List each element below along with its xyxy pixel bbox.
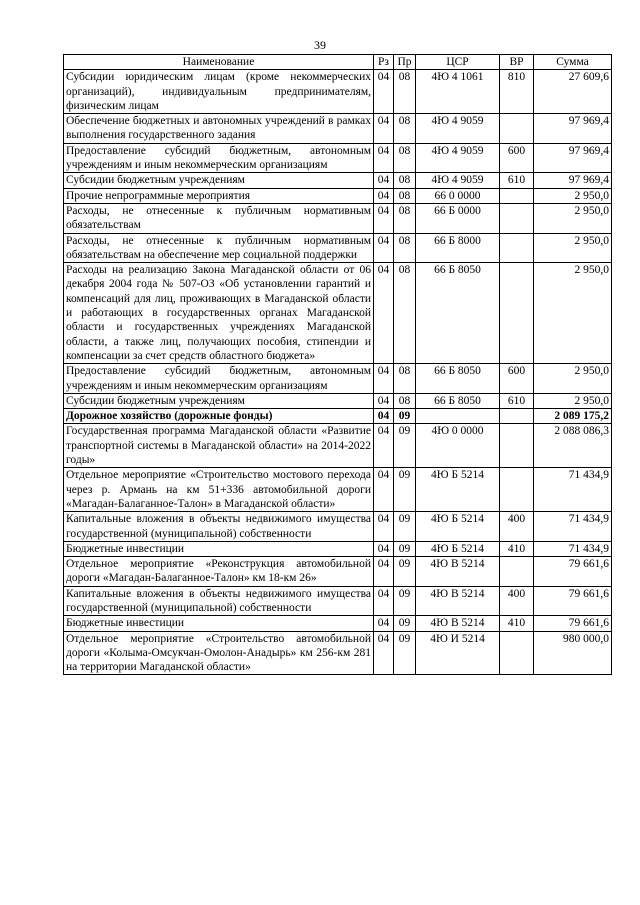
cell-csr: 66 Б 8050 — [416, 263, 500, 364]
table-row — [64, 586, 612, 616]
header-vr: ВР — [500, 55, 534, 70]
cell-pr: 09 — [394, 631, 416, 675]
cell-name: Капитальные вложения в объекты недвижимого имущества государственной (муниципальной) собственности — [64, 586, 374, 616]
cell-rz: 04 — [374, 409, 394, 424]
cell-vr: 400 — [500, 586, 534, 616]
cell-rz: 04 — [374, 173, 394, 188]
table-row — [64, 631, 612, 675]
cell-csr: 4Ю 4 9059 — [416, 143, 500, 173]
cell-rz: 04 — [374, 541, 394, 556]
table-header-row — [64, 55, 612, 70]
table-row — [64, 364, 612, 394]
cell-vr — [500, 557, 534, 587]
header-pr: Пр — [394, 55, 416, 70]
cell-pr: 08 — [394, 188, 416, 203]
cell-sum: 97 969,4 — [534, 143, 612, 173]
cell-pr: 08 — [394, 70, 416, 114]
cell-vr: 600 — [500, 143, 534, 173]
cell-rz: 04 — [374, 631, 394, 675]
cell-rz: 04 — [374, 114, 394, 144]
cell-csr: 66 Б 8050 — [416, 393, 500, 408]
cell-name: Расходы на реализацию Закона Магаданской области от 06 декабря 2004 года № 507-ОЗ «Об установлении гарантий и компенсаций для лиц, проживающих в Магаданской области и работающих в государственных органах Магаданской области и государственных учреждениях Магаданской области, а также лиц, получающих пособия, стипендии и компенсации за счет средств областного бюджета» — [64, 263, 374, 364]
cell-rz: 04 — [374, 586, 394, 616]
cell-sum: 2 088 086,3 — [534, 424, 612, 468]
table-row — [64, 541, 612, 556]
table-row — [64, 188, 612, 203]
cell-name: Субсидии бюджетным учреждениям — [64, 173, 374, 188]
cell-vr — [500, 424, 534, 468]
cell-name: Субсидии юридическим лицам (кроме некоммерческих организаций), индивидуальным предпринимателям, физическим лицам — [64, 70, 374, 114]
cell-vr — [500, 409, 534, 424]
cell-name: Предоставление субсидий бюджетным, автономным учреждениям и иным некоммерческим организациям — [64, 364, 374, 394]
cell-pr: 08 — [394, 143, 416, 173]
page-number: 39 — [314, 38, 326, 52]
table-row — [64, 424, 612, 468]
cell-name: Отдельное мероприятие «Реконструкция автомобильной дороги «Магадан-Балаганное-Талон» км 18-км 26» — [64, 557, 374, 587]
cell-name: Государственная программа Магаданской области «Развитие транспортной системы в Магаданской области» на 2014-2022 годы» — [64, 424, 374, 468]
cell-name: Субсидии бюджетным учреждениям — [64, 393, 374, 408]
cell-vr: 610 — [500, 173, 534, 188]
cell-sum: 79 661,6 — [534, 586, 612, 616]
table-row — [64, 409, 612, 424]
cell-rz: 04 — [374, 557, 394, 587]
cell-pr: 09 — [394, 586, 416, 616]
cell-sum: 2 950,0 — [534, 393, 612, 408]
cell-vr: 410 — [500, 616, 534, 631]
cell-vr — [500, 631, 534, 675]
cell-vr — [500, 468, 534, 512]
cell-csr: 66 Б 8000 — [416, 233, 500, 263]
table-row — [64, 468, 612, 512]
cell-vr: 400 — [500, 512, 534, 542]
cell-sum: 79 661,6 — [534, 616, 612, 631]
table-row — [64, 233, 612, 263]
cell-vr: 810 — [500, 70, 534, 114]
cell-csr: 4Ю 4 9059 — [416, 114, 500, 144]
cell-csr: 66 Б 0000 — [416, 203, 500, 233]
cell-sum: 71 434,9 — [534, 512, 612, 542]
table-row — [64, 173, 612, 188]
cell-pr: 08 — [394, 393, 416, 408]
cell-vr — [500, 263, 534, 364]
cell-name: Капитальные вложения в объекты недвижимого имущества государственной (муниципальной) собственности — [64, 512, 374, 542]
cell-pr: 08 — [394, 114, 416, 144]
budget-table — [63, 54, 612, 675]
cell-csr — [416, 409, 500, 424]
cell-sum: 71 434,9 — [534, 468, 612, 512]
cell-csr: 4Ю 4 9059 — [416, 173, 500, 188]
cell-pr: 09 — [394, 409, 416, 424]
cell-name: Предоставление субсидий бюджетным, автономным учреждениям и иным некоммерческим организациям — [64, 143, 374, 173]
table-row — [64, 616, 612, 631]
cell-sum: 2 950,0 — [534, 233, 612, 263]
cell-sum: 2 950,0 — [534, 203, 612, 233]
header-name: Наименование — [64, 55, 374, 70]
cell-csr: 4Ю Б 5214 — [416, 541, 500, 556]
table-body — [64, 70, 612, 675]
cell-csr: 4Ю И 5214 — [416, 631, 500, 675]
cell-pr: 09 — [394, 616, 416, 631]
table-row — [64, 70, 612, 114]
cell-vr: 610 — [500, 393, 534, 408]
cell-name: Расходы, не отнесенные к публичным нормативным обязательствам — [64, 203, 374, 233]
cell-sum: 27 609,6 — [534, 70, 612, 114]
cell-sum: 980 000,0 — [534, 631, 612, 675]
cell-rz: 04 — [374, 393, 394, 408]
cell-vr: 410 — [500, 541, 534, 556]
cell-rz: 04 — [374, 203, 394, 233]
cell-name: Бюджетные инвестиции — [64, 616, 374, 631]
table-row — [64, 512, 612, 542]
cell-csr: 4Ю В 5214 — [416, 586, 500, 616]
cell-pr: 09 — [394, 541, 416, 556]
cell-pr: 09 — [394, 512, 416, 542]
cell-pr: 08 — [394, 203, 416, 233]
cell-vr — [500, 203, 534, 233]
cell-csr: 4Ю 0 0000 — [416, 424, 500, 468]
header-sum: Сумма — [534, 55, 612, 70]
table-row — [64, 203, 612, 233]
cell-rz: 04 — [374, 364, 394, 394]
cell-csr: 4Ю 4 1061 — [416, 70, 500, 114]
cell-pr: 09 — [394, 468, 416, 512]
table-row — [64, 393, 612, 408]
cell-pr: 09 — [394, 424, 416, 468]
cell-sum: 2 950,0 — [534, 364, 612, 394]
cell-name: Бюджетные инвестиции — [64, 541, 374, 556]
header-rz: Рз — [374, 55, 394, 70]
header-csr: ЦСР — [416, 55, 500, 70]
cell-rz: 04 — [374, 233, 394, 263]
table-row — [64, 143, 612, 173]
cell-csr: 4Ю В 5214 — [416, 557, 500, 587]
cell-name: Прочие непрограммные мероприятия — [64, 188, 374, 203]
cell-vr — [500, 233, 534, 263]
table-row — [64, 263, 612, 364]
cell-rz: 04 — [374, 512, 394, 542]
cell-sum: 97 969,4 — [534, 114, 612, 144]
cell-csr: 66 Б 8050 — [416, 364, 500, 394]
cell-sum: 79 661,6 — [534, 557, 612, 587]
cell-name: Обеспечение бюджетных и автономных учреждений в рамках выполнения государственного задания — [64, 114, 374, 144]
cell-name: Отдельное мероприятие «Строительство автомобильной дороги «Колыма-Омсукчан-Омолон-Анадырь» км 256-км 281 на территории Магаданской области» — [64, 631, 374, 675]
cell-vr — [500, 114, 534, 144]
cell-rz: 04 — [374, 188, 394, 203]
cell-csr: 4Ю Б 5214 — [416, 468, 500, 512]
cell-rz: 04 — [374, 263, 394, 364]
cell-sum: 2 950,0 — [534, 263, 612, 364]
cell-rz: 04 — [374, 143, 394, 173]
cell-sum: 2 950,0 — [534, 188, 612, 203]
cell-name: Расходы, не отнесенные к публичным нормативным обязательствам на обеспечение мер социальной поддержки — [64, 233, 374, 263]
table-row — [64, 557, 612, 587]
cell-sum: 71 434,9 — [534, 541, 612, 556]
cell-sum: 97 969,4 — [534, 173, 612, 188]
cell-csr: 4Ю Б 5214 — [416, 512, 500, 542]
cell-pr: 08 — [394, 173, 416, 188]
cell-name: Отдельное мероприятие «Строительство мостового перехода через р. Армань на км 51+336 автомобильной дороги «Магадан-Балаганное-Талон» в Магаданской области» — [64, 468, 374, 512]
cell-rz: 04 — [374, 70, 394, 114]
cell-pr: 08 — [394, 263, 416, 364]
cell-rz: 04 — [374, 424, 394, 468]
cell-rz: 04 — [374, 616, 394, 631]
cell-pr: 08 — [394, 364, 416, 394]
cell-pr: 09 — [394, 557, 416, 587]
cell-rz: 04 — [374, 468, 394, 512]
cell-name: Дорожное хозяйство (дорожные фонды) — [64, 409, 374, 424]
cell-csr: 66 0 0000 — [416, 188, 500, 203]
cell-vr: 600 — [500, 364, 534, 394]
cell-pr: 08 — [394, 233, 416, 263]
table-row — [64, 114, 612, 144]
cell-sum: 2 089 175,2 — [534, 409, 612, 424]
cell-csr: 4Ю В 5214 — [416, 616, 500, 631]
cell-vr — [500, 188, 534, 203]
